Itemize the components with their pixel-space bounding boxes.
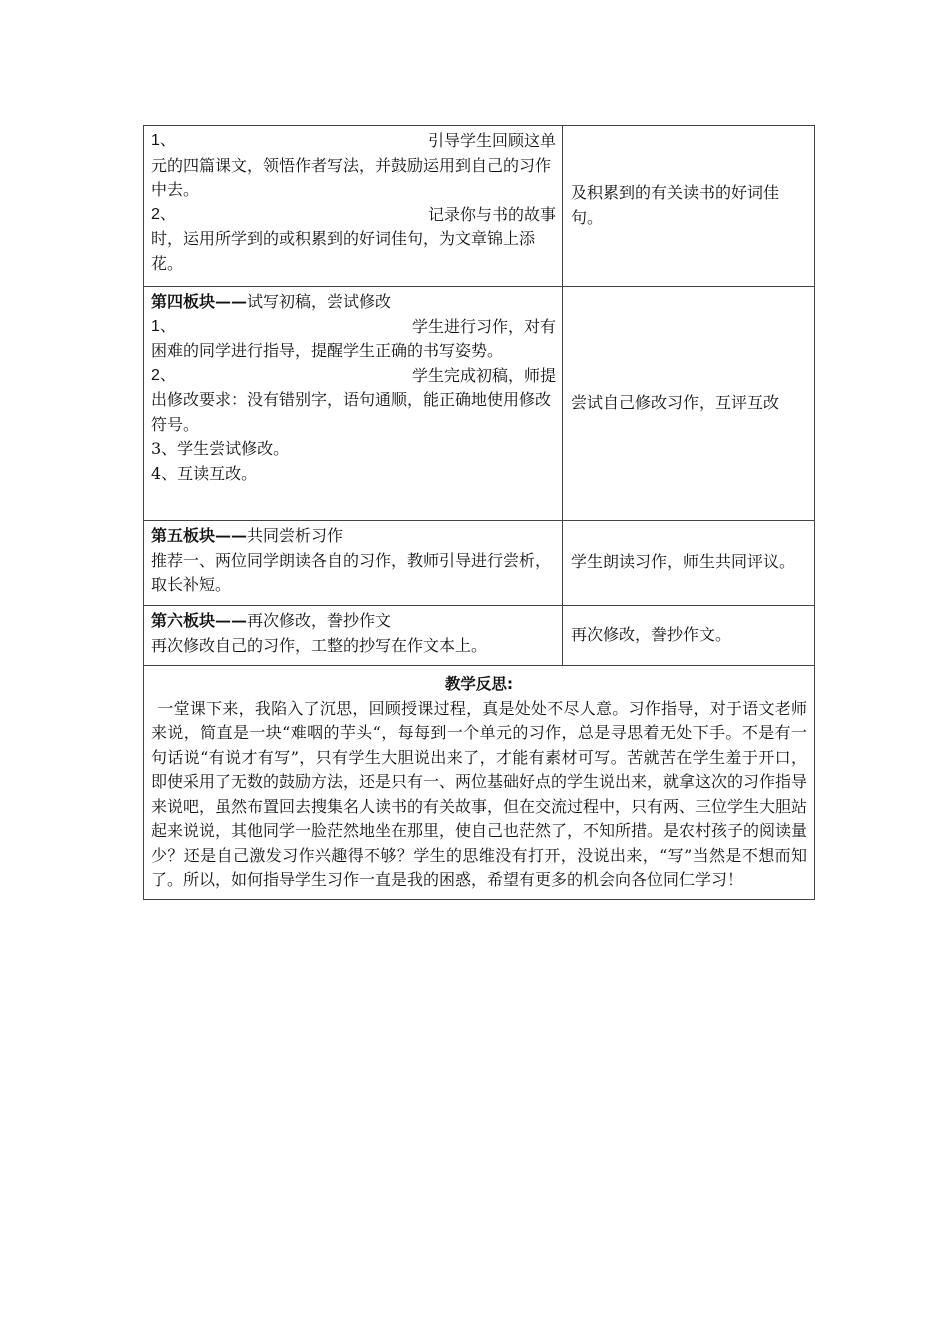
step-head: 学生完成初稿，师提 xyxy=(411,365,556,385)
step-text: 元的四篇课文，领悟作者写法，并鼓励运用到自己的习作中去。 xyxy=(151,155,552,199)
section-title: 试写初稿，尝试修改 xyxy=(247,292,392,311)
step-line xyxy=(151,203,556,228)
step-head: 学生进行习作，对有 xyxy=(411,316,556,336)
activity-cell xyxy=(144,521,563,606)
section-title: 再次修改，誊抄作文 xyxy=(247,611,392,630)
section-body: 再次修改自己的习作，工整的抄写在作文本上。 xyxy=(151,635,488,655)
reflection-cell xyxy=(144,666,815,900)
student-activity-cell xyxy=(563,606,815,666)
step-head: 记录你与书的故事 xyxy=(427,204,556,224)
step-text: 出修改要求：没有错别字，语句通顺，能正确地使用修改符号。 xyxy=(151,390,552,434)
student-activity-cell xyxy=(563,126,815,287)
step-text: 时，运用所学到的或积累到的好词佳句，为文章锦上添花。 xyxy=(151,229,536,273)
activity-cell xyxy=(144,126,563,287)
table-row xyxy=(144,126,815,287)
section-label: 第五板块—— xyxy=(151,526,248,545)
section-heading xyxy=(151,290,556,315)
step-number: 1、 xyxy=(151,132,176,149)
step-line xyxy=(151,315,556,340)
step-number: 1、 xyxy=(151,317,176,335)
table-row xyxy=(144,521,815,606)
section-heading xyxy=(151,524,556,549)
section-label: 第六板块—— xyxy=(151,611,248,630)
student-activity-text: 尝试自己修改习作，互评互改 xyxy=(571,392,780,412)
student-activity-cell xyxy=(563,287,815,521)
step-text: 3、学生尝试修改。 xyxy=(151,439,290,458)
table-row xyxy=(144,606,815,666)
student-activity-text: 再次修改，誊抄作文。 xyxy=(571,624,732,644)
reflection-row xyxy=(144,666,815,900)
step-line xyxy=(151,364,556,389)
lesson-plan-table xyxy=(143,125,815,900)
step-line xyxy=(151,129,556,154)
step-head: 引导学生回顾这单 xyxy=(427,131,556,150)
table-row xyxy=(144,287,815,521)
step-text: 4、互读互改。 xyxy=(151,463,258,483)
step-number: 2、 xyxy=(151,205,176,223)
section-title: 共同尝析习作 xyxy=(247,526,344,545)
student-activity-text: 学生朗读习作，师生共同评议。 xyxy=(571,552,796,572)
section-label: 第四板块—— xyxy=(151,292,248,311)
reflection-body: 一堂课下来，我陷入了沉思，回顾授课过程，真是处处不尽人意。习作指导，对于语文老师来说，简直是一块“难咽的芋头“，每每到一个单元的习作，总是寻思着无处下手。不是有一句话说“有说才有写”，只有学生大胆说出来了，才能有素材可写。苦就苦在学生羞于开口，即使采用了无数的鼓励方法，还是只有一、两位基础好点的学生说出来，就拿这次的习作指导来说吧，虽然布置回去搜集名人读书的有关故事，但在交流过程中，只有两、三位学生大胆站起来说说，其他同学一脸茫然地坐在那里，使自己也茫然了，不知所措。是农村孩子的阅读量少？还是自己激发习作兴趣得不够？学生的思维没有打开，没说出来，“写”当然是不想而知了。所以，如何指导学生习作一直是我的困惑，希望有更多的机会向各位同仁学习！ xyxy=(151,698,808,889)
student-activity-text: 及积累到的有关读书的好词佳句。 xyxy=(571,183,780,227)
section-heading xyxy=(151,609,556,634)
reflection-title: 教学反思: xyxy=(444,675,514,693)
student-activity-cell xyxy=(563,521,815,606)
step-text: 困难的同学进行指导，提醒学生正确的书写姿势。 xyxy=(151,341,504,360)
section-body: 推荐一、两位同学朗读各自的习作，教师引导进行尝析，取长补短。 xyxy=(151,550,552,594)
activity-cell xyxy=(144,287,563,521)
step-number: 2、 xyxy=(151,366,176,384)
activity-cell xyxy=(144,606,563,666)
